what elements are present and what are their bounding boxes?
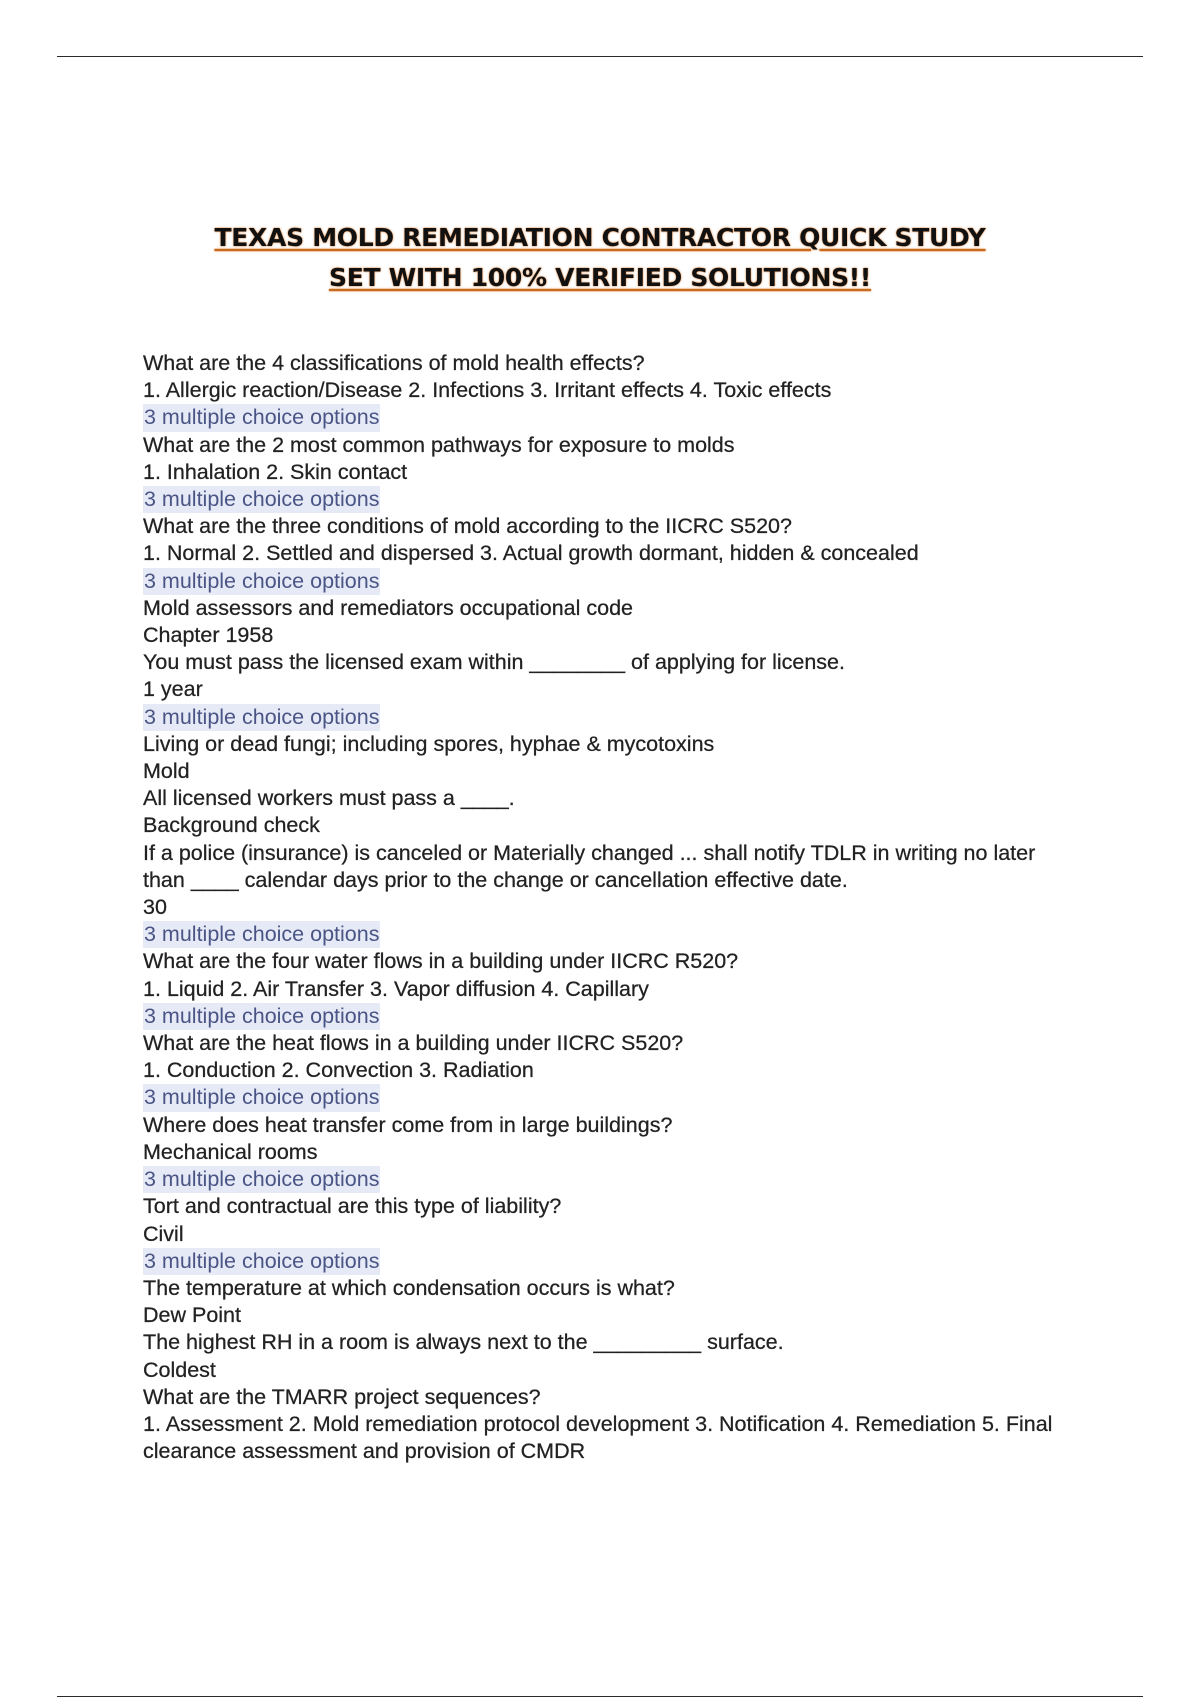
answer: Dew Point [143,1303,241,1328]
answer: Civil [143,1221,184,1246]
top-rule [57,56,1143,57]
answer: Coldest [143,1357,216,1382]
question: The highest RH in a room is always next to the _________ surface. [143,1330,784,1355]
question: You must pass the licensed exam within ________ of applying for license. [143,650,845,675]
multiple-choice-link[interactable]: 3 multiple choice options [143,1003,380,1030]
answer: Mold [143,759,190,784]
document-title [0,218,1200,298]
answer: 1. Inhalation 2. Skin contact [143,459,408,484]
question: What are the heat flows in a building under IICRC S520? [143,1031,684,1056]
answer: 1. Allergic reaction/Disease 2. Infections 3. Irritant effects 4. Toxic effects [143,378,832,403]
answer: 1. Normal 2. Settled and dispersed 3. Actual growth dormant, hidden & concealed [143,541,919,566]
answer: Chapter 1958 [143,623,274,648]
question: What are the 2 most common pathways for exposure to molds [143,432,735,457]
multiple-choice-link[interactable]: 3 multiple choice options [143,704,380,731]
multiple-choice-link[interactable]: 3 multiple choice options [143,1084,380,1111]
answer: 1. Liquid 2. Air Transfer 3. Vapor diffusion 4. Capillary [143,976,649,1001]
answer: Background check [143,813,320,838]
answer: 30 [143,895,167,920]
title-line-2: SET WITH 100% VERIFIED SOLUTIONS!! [329,263,871,292]
question: If a police (insurance) is canceled or Materially changed ... shall notify TDLR in writing no later than ____ calendar days prior to the change or cancellation effective date. [143,840,1036,892]
multiple-choice-link[interactable]: 3 multiple choice options [143,568,380,595]
answer: 1. Conduction 2. Convection 3. Radiation [143,1058,534,1083]
bottom-rule [57,1696,1143,1697]
question: Tort and contractual are this type of liability? [143,1194,562,1219]
multiple-choice-link[interactable]: 3 multiple choice options [143,1248,380,1275]
question: All licensed workers must pass a ____. [143,786,515,811]
answer: 1. Assessment 2. Mold remediation protocol development 3. Notification 4. Remediation 5. Final clearance assessment and provision of CMDR [143,1411,1053,1464]
question: What are the 4 classifications of mold health effects? [143,351,645,375]
question: What are the four water flows in a building under IICRC R520? [143,949,739,974]
answer: Mechanical rooms [143,1139,318,1164]
multiple-choice-link[interactable]: 3 multiple choice options [143,486,380,513]
title-line-1: TEXAS MOLD REMEDIATION CONTRACTOR QUICK STUDY [214,223,986,252]
question: Living or dead fungi; including spores, hyphae & mycotoxins [143,731,715,756]
question: What are the TMARR project sequences? [143,1384,541,1409]
multiple-choice-link[interactable]: 3 multiple choice options [143,1166,380,1193]
question: What are the three conditions of mold according to the IICRC S520? [143,514,792,539]
answer: 1 year [143,677,203,702]
study-content [143,350,1083,1465]
question: Where does heat transfer come from in large buildings? [143,1112,673,1137]
multiple-choice-link[interactable]: 3 multiple choice options [143,921,380,948]
question: Mold assessors and remediators occupational code [143,595,633,620]
question: The temperature at which condensation occurs is what? [143,1275,675,1300]
multiple-choice-link[interactable]: 3 multiple choice options [143,404,380,431]
